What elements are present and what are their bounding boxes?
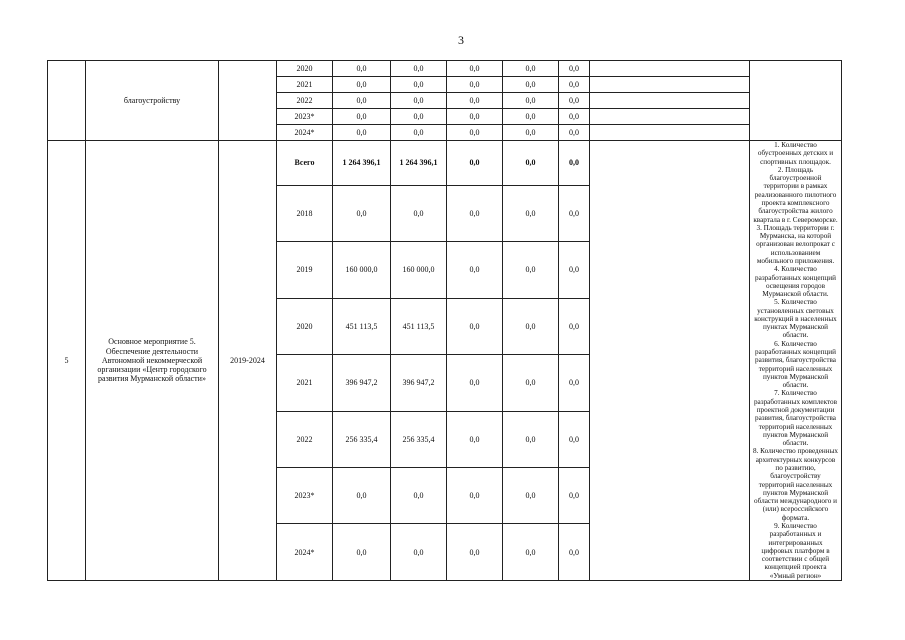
- value-cell: 0,0: [391, 524, 447, 580]
- year-cell: 2022: [277, 411, 333, 467]
- value-cell: 0,0: [447, 125, 503, 141]
- value-cell: 0,0: [391, 468, 447, 524]
- value-cell: 0,0: [391, 77, 447, 93]
- budget-table: [47, 60, 842, 581]
- value-cell: 1 264 396,1: [333, 141, 391, 186]
- value-cell: 0,0: [559, 185, 590, 241]
- value-cell: 0,0: [559, 93, 590, 109]
- value-cell: 0,0: [503, 355, 559, 411]
- year-cell: 2024*: [277, 125, 333, 141]
- value-cell: 0,0: [333, 93, 391, 109]
- year-cell: 2018: [277, 185, 333, 241]
- value-cell: 0,0: [447, 468, 503, 524]
- period: 2019-2024: [219, 141, 277, 581]
- value-cell: 0,0: [447, 524, 503, 580]
- year-cell: 2023*: [277, 109, 333, 125]
- measure-description: благоустройству: [86, 61, 219, 141]
- measure-name: Основное мероприятие 5. Обеспечение деятельности Автономной некоммерческой организации «Центр городского развития Мурманской области»: [86, 141, 219, 581]
- value-cell: 451 113,5: [391, 298, 447, 354]
- value-cell: 0,0: [333, 109, 391, 125]
- value-cell: 0,0: [447, 141, 503, 186]
- spacer-cell: [590, 61, 750, 77]
- value-cell: 451 113,5: [333, 298, 391, 354]
- spacer-cell: [590, 77, 750, 93]
- value-cell: 0,0: [391, 93, 447, 109]
- value-cell: 0,0: [503, 93, 559, 109]
- value-cell: 1 264 396,1: [391, 141, 447, 186]
- value-cell: 0,0: [447, 355, 503, 411]
- value-cell: 0,0: [391, 125, 447, 141]
- spacer-cell: [590, 109, 750, 125]
- value-cell: 0,0: [503, 524, 559, 580]
- value-cell: 0,0: [559, 125, 590, 141]
- value-cell: 0,0: [391, 185, 447, 241]
- table-row: [48, 61, 842, 77]
- value-cell: 0,0: [503, 411, 559, 467]
- value-cell: 256 335,4: [391, 411, 447, 467]
- spacer-cell: [590, 141, 750, 581]
- value-cell: 0,0: [447, 411, 503, 467]
- value-cell: 0,0: [503, 141, 559, 186]
- value-cell: 0,0: [559, 524, 590, 580]
- value-cell: 0,0: [447, 93, 503, 109]
- value-cell: 0,0: [559, 109, 590, 125]
- value-cell: 0,0: [503, 468, 559, 524]
- value-cell: 256 335,4: [333, 411, 391, 467]
- year-cell: 2023*: [277, 468, 333, 524]
- value-cell: 0,0: [503, 298, 559, 354]
- value-cell: 160 000,0: [333, 242, 391, 298]
- value-cell: 0,0: [333, 61, 391, 77]
- value-cell: 0,0: [503, 125, 559, 141]
- value-cell: 396 947,2: [333, 355, 391, 411]
- value-cell: 396 947,2: [391, 355, 447, 411]
- year-cell: 2020: [277, 298, 333, 354]
- value-cell: 0,0: [503, 109, 559, 125]
- value-cell: 0,0: [391, 109, 447, 125]
- year-cell: 2019: [277, 242, 333, 298]
- value-cell: 0,0: [503, 77, 559, 93]
- value-cell: 0,0: [333, 125, 391, 141]
- value-cell: 0,0: [447, 61, 503, 77]
- year-cell: 2021: [277, 355, 333, 411]
- value-cell: 0,0: [447, 185, 503, 241]
- value-cell: 0,0: [447, 298, 503, 354]
- year-cell: 2024*: [277, 524, 333, 580]
- year-cell: Всего: [277, 141, 333, 186]
- value-cell: 0,0: [559, 355, 590, 411]
- value-cell: 0,0: [559, 141, 590, 186]
- value-cell: 0,0: [333, 524, 391, 580]
- value-cell: 0,0: [447, 77, 503, 93]
- year-cell: 2021: [277, 77, 333, 93]
- value-cell: 0,0: [559, 411, 590, 467]
- year-cell: 2022: [277, 93, 333, 109]
- row-number-cell: [48, 61, 86, 141]
- value-cell: 0,0: [391, 61, 447, 77]
- value-cell: 0,0: [503, 185, 559, 241]
- value-cell: 0,0: [333, 468, 391, 524]
- period-cell: [219, 61, 277, 141]
- value-cell: 0,0: [333, 77, 391, 93]
- value-cell: 0,0: [559, 298, 590, 354]
- spacer-cell: [590, 125, 750, 141]
- spacer-cell: [590, 93, 750, 109]
- page-number: 3: [458, 33, 464, 47]
- value-cell: 0,0: [333, 185, 391, 241]
- row-number: 5: [48, 141, 86, 581]
- value-cell: 0,0: [559, 77, 590, 93]
- value-cell: 0,0: [447, 242, 503, 298]
- value-cell: 0,0: [447, 109, 503, 125]
- value-cell: 0,0: [559, 242, 590, 298]
- total-row: [48, 141, 842, 186]
- value-cell: 0,0: [503, 242, 559, 298]
- indicators-cell: [750, 61, 842, 141]
- value-cell: 160 000,0: [391, 242, 447, 298]
- indicators-text: 1. Количество обустроенных детских и спортивных площадок. 2. Площадь благоустроенной территории в рамках реализованного пилотного проекта комплексного благоустройства жилого квартала в г. Североморске. 3. Площадь территории г. Мурманска, на которой организован велопрокат с использованием мобильного приложения. 4. Количество разработанных концепций освещения городов Мурманской области. 5. Количество установленных световых конструкций в населенных пунктах Мурманской области. 6. Количество разработанных концепций развития, благоустройства территорий населенных пунктов Мурманской области. 7. Количество разработанных комплектов проектной документации развития, благоустройства территорий населенных пунктов Мурманской области. 8. Количество проведенных архитектурных конкурсов по развитию, благоустройству территорий населенных пунктов Мурманской области международного и (или) всероссийского формата. 9. Количество разработанных и интегрированных цифровых платформ в соответствии с общей концепцией проекта «Умный регион»: [752, 141, 839, 580]
- year-cell: 2020: [277, 61, 333, 77]
- value-cell: 0,0: [559, 468, 590, 524]
- value-cell: 0,0: [503, 61, 559, 77]
- indicators-list: [750, 141, 842, 581]
- value-cell: 0,0: [559, 61, 590, 77]
